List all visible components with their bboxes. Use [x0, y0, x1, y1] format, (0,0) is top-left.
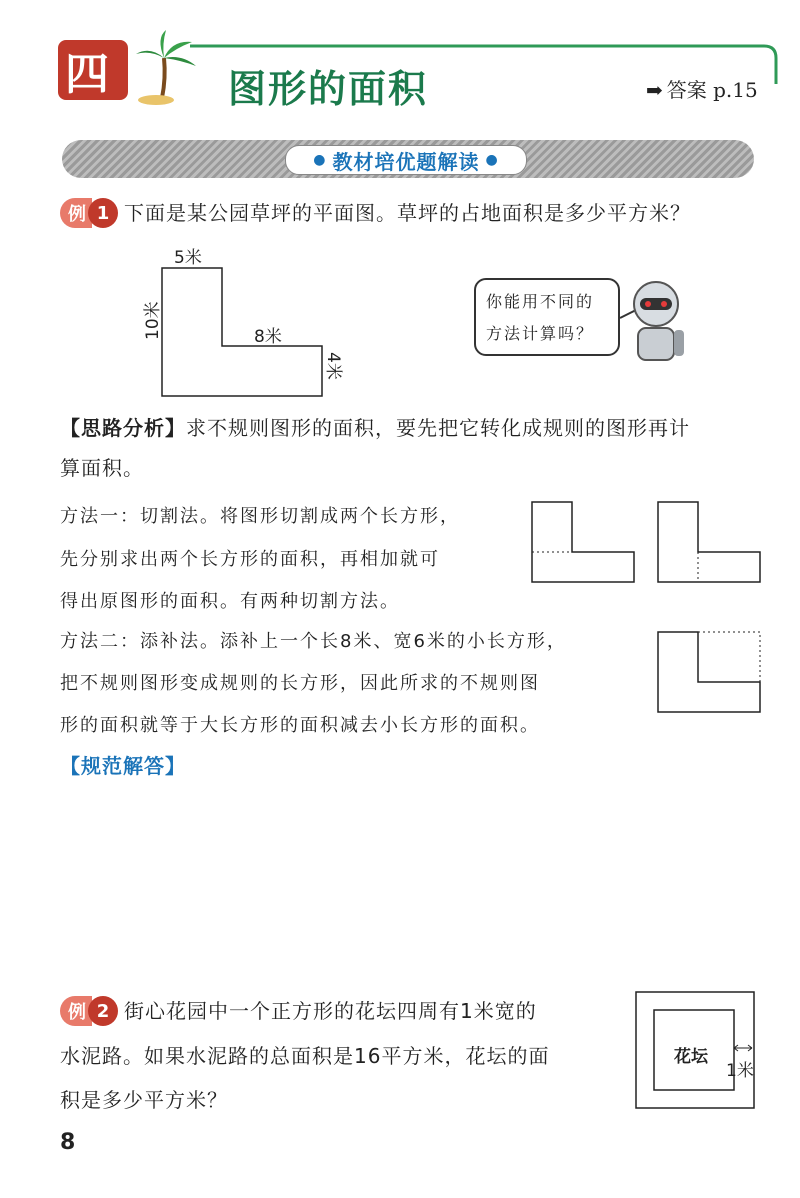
- answer-ref-text: 答案 p.15: [666, 78, 758, 102]
- analysis-line-1: 求不规则图形的面积，要先把它转化成规则的图形再计: [186, 416, 690, 440]
- label-left-10m: 10米: [143, 301, 163, 340]
- example-2-line-3: 积是多少平方米？: [60, 1088, 228, 1112]
- analysis-line-2: 算面积。: [60, 456, 144, 480]
- lawn-l-shape-figure: [140, 240, 360, 410]
- bubble-line-2: 方法计算吗？: [486, 324, 595, 343]
- bullet-icon: ●: [313, 152, 327, 168]
- example-2-line-2: 水泥路。如果水泥路的总面积是16平方米，花坛的面: [60, 1044, 550, 1068]
- cut-method-figure-b: [656, 500, 764, 586]
- path-width-label: 1米: [726, 1061, 754, 1081]
- section-title: 教材培优题解读: [332, 149, 480, 174]
- section-banner-pill: [285, 145, 527, 175]
- example-tag-word: 例: [60, 198, 92, 228]
- example-1-question: 下面是某公园草坪的平面图。草坪的占地面积是多少平方米？: [124, 201, 691, 225]
- label-top-5m: 5米: [174, 248, 202, 268]
- method-2-line-1: 方法二：添补法。添补上一个长8米、宽6米的小长方形，: [60, 631, 567, 652]
- cut-method-figure-a: [530, 500, 638, 586]
- method-1-line-3: 得出原图形的面积。有两种切割方法。: [60, 591, 400, 612]
- label-right-4m: 4米: [323, 352, 343, 380]
- example-tag-word: 例: [60, 996, 92, 1026]
- solution-heading: 【规范解答】: [60, 754, 186, 778]
- fill-method-figure: [656, 630, 764, 716]
- example-tag-number: 2: [88, 996, 118, 1026]
- method-1-line-1: 方法一：切割法。将图形切割成两个长方形，: [60, 506, 460, 527]
- analysis-paragraph: [60, 408, 760, 448]
- robot-icon: [616, 270, 692, 366]
- label-middle-8m: 8米: [254, 327, 282, 347]
- analysis-heading: 【思路分析】: [60, 416, 186, 440]
- example-2-line-1: 街心花园中一个正方形的花坛四周有1米宽的: [124, 999, 537, 1023]
- example-1-tag: [60, 198, 118, 228]
- answer-reference[interactable]: [646, 74, 758, 103]
- speech-bubble: [474, 278, 620, 356]
- method-2-line-3: 形的面积就等于大长方形的面积减去小长方形的面积。: [60, 715, 540, 736]
- bubble-line-1: 你能用不同的: [486, 292, 595, 311]
- example-tag-number: 1: [88, 198, 118, 228]
- arrow-right-icon: ➡: [646, 78, 663, 102]
- flowerbed-label: 花坛: [674, 1047, 708, 1067]
- chapter-title: 图形的面积: [228, 67, 429, 111]
- method-1-line-2: 先分别求出两个长方形的面积，再相加就可: [60, 549, 440, 570]
- page-number: 8: [60, 1130, 76, 1155]
- chapter-number: 四: [65, 49, 109, 100]
- bullet-icon: ●: [485, 152, 499, 168]
- method-2-line-2: 把不规则图形变成规则的长方形，因此所求的不规则图: [60, 673, 540, 694]
- chapter-badge: [58, 40, 128, 100]
- example-2-tag: [60, 996, 118, 1026]
